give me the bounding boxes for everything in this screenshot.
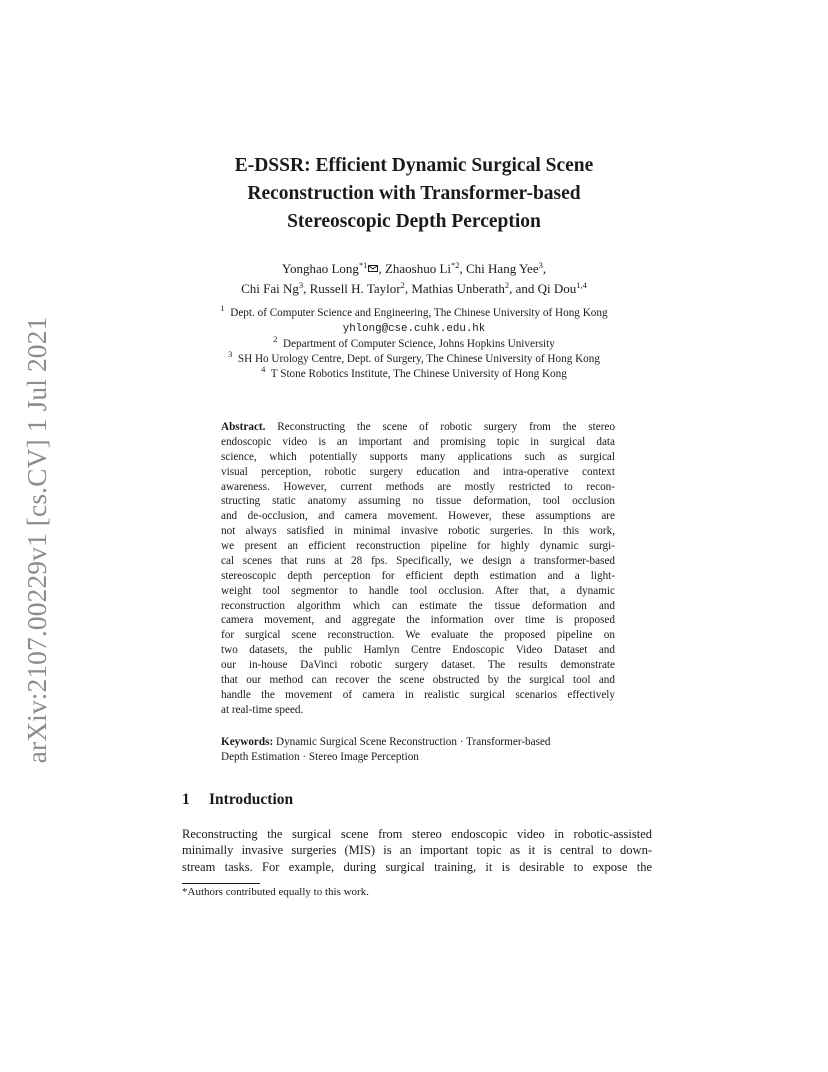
introduction-paragraph	[182, 826, 652, 875]
abstract-line: weight tool segmentor to handle tool occlusion. After that, a dynamic	[221, 584, 615, 597]
author-affiliation-mark: *1	[358, 260, 368, 270]
abstract-line: visual perception, robotic surgery education and intra-operative context	[221, 465, 615, 478]
arxiv-identifier-text: arXiv:2107.00229v1 [cs.CV] 1 Jul 2021	[21, 316, 52, 764]
abstract-line: two datasets, the public Hamlyn Centre Endoscopic Video Dataset and	[221, 644, 615, 657]
abstract-line: stereoscopic depth perception for efficient depth estimation and a light-	[221, 569, 615, 582]
title-line: Stereoscopic Depth Perception	[287, 211, 541, 232]
section-title: Introduction	[209, 791, 294, 808]
section-number: 1	[182, 791, 190, 808]
abstract-line: Abstract. Reconstructing the scene of robotic surgery from the stereo	[221, 421, 615, 433]
abstract-line: for surgical scene reconstruction. We evaluate the proposed pipeline on	[221, 629, 615, 642]
body-line: Reconstructing the surgical scene from stereo endoscopic video in robotic-assisted	[182, 827, 652, 841]
abstract-line: at real-time speed.	[221, 703, 304, 716]
affiliation-text: SH Ho Urology Centre, Dept. of Surgery, The Chinese University of Hong Kong	[237, 353, 600, 365]
affiliation-number: 4	[261, 364, 266, 374]
author-name: Chi Fai Ng	[241, 281, 299, 296]
keywords	[221, 735, 615, 765]
section-heading	[182, 791, 293, 809]
author-affiliation-mark: 2	[504, 280, 510, 290]
affiliation-text: Dept. of Computer Science and Engineering, The Chinese University of Hong Kong	[230, 307, 608, 319]
abstract-line: science, which potentially supports many applications such as surgical	[221, 450, 615, 463]
author-name: , Chi Hang Yee	[459, 261, 539, 276]
abstract-line: that our method can recover the scene obstructed by the surgical tool and	[221, 673, 615, 686]
arxiv-identifier-stamp	[14, 300, 60, 780]
abstract-line: awareness. However, current methods are mostly restricted to recon-	[221, 480, 615, 493]
title-line: Reconstruction with Transformer-based	[247, 183, 581, 204]
affiliation-item	[150, 364, 678, 382]
author-affiliation-mark: 3	[538, 260, 543, 270]
abstract-line: cal scenes that runs at 28 fps. Specifically, we design a transformer-based	[221, 554, 615, 567]
affiliation-email[interactable]	[150, 321, 678, 337]
author-name: , Russell H. Taylor	[303, 281, 401, 296]
affiliation-number: 1	[220, 303, 225, 313]
abstract-line: camera movement, and aggregate the information over time is proposed	[221, 614, 615, 627]
affiliation-number: 3	[228, 349, 233, 359]
affiliation-list	[150, 303, 678, 382]
affiliation-text: Department of Computer Science, Johns Hopkins University	[282, 338, 555, 350]
keywords-label: Keywords:	[221, 736, 274, 748]
author-line-1	[150, 259, 678, 279]
abstract-line: not always satisfied in minimal invasive robotic surgeries. In this work,	[221, 525, 615, 538]
abstract-line: we present an efficient reconstruction pipeline for highly dynamic surgi-	[221, 540, 615, 552]
abstract-line: endoscopic video is an important and promising topic in surgical data	[221, 435, 615, 448]
author-name: , Zhaoshuo Li	[378, 261, 452, 276]
body-line: stream tasks. For example, during surgical training, it is desirable to expose the	[182, 859, 652, 874]
envelope-icon	[368, 265, 378, 272]
abstract	[221, 420, 615, 718]
author-affiliation-mark: *2	[451, 260, 460, 270]
abstract-line: structing static anatomy assuming no tissue deformation, tool occlusion	[221, 495, 615, 508]
author-name: Yonghao Long	[281, 261, 359, 276]
keywords-line: Depth Estimation · Stereo Image Perception	[221, 751, 419, 763]
affiliation-number: 2	[273, 334, 278, 344]
author-separator: ,	[542, 261, 547, 276]
author-name: , and Qi Dou	[509, 281, 577, 296]
author-affiliation-mark: 2	[400, 280, 405, 290]
abstract-line: reconstruction algorithm which can estimate the tissue deformation and	[221, 599, 615, 612]
body-line: minimally invasive surgeries (MIS) is an important topic as it is central to down-	[182, 843, 652, 858]
title-line: E-DSSR: Efficient Dynamic Surgical Scene	[234, 155, 594, 176]
email-address[interactable]: yhlong@cse.cuhk.edu.hk	[342, 323, 486, 335]
author-list	[150, 259, 678, 299]
footnote: *Authors contributed equally to this work.	[182, 886, 369, 898]
author-affiliation-mark: 1,4	[576, 280, 587, 290]
author-line-2	[150, 279, 678, 299]
abstract-label: Abstract.	[221, 421, 266, 433]
abstract-line: and de-occlusion, and camera movement. However, these assumptions are	[221, 510, 615, 523]
abstract-line: our in-house DaVinci robotic surgery dataset. The results demonstrate	[221, 659, 615, 671]
affiliation-text: T Stone Robotics Institute, The Chinese University of Hong Kong	[270, 368, 567, 380]
affiliation-item	[150, 349, 678, 367]
paper-title	[150, 152, 678, 236]
affiliation-item	[150, 303, 678, 321]
footnote-rule	[182, 883, 260, 884]
abstract-line: handle the movement of camera in realistic surgical scenarios effectively	[221, 688, 615, 701]
author-name: , Mathias Unberath	[404, 281, 505, 296]
keywords-line: Keywords: Dynamic Surgical Scene Reconstruction · Transformer-based	[221, 736, 551, 748]
author-affiliation-mark: 3	[298, 280, 304, 290]
